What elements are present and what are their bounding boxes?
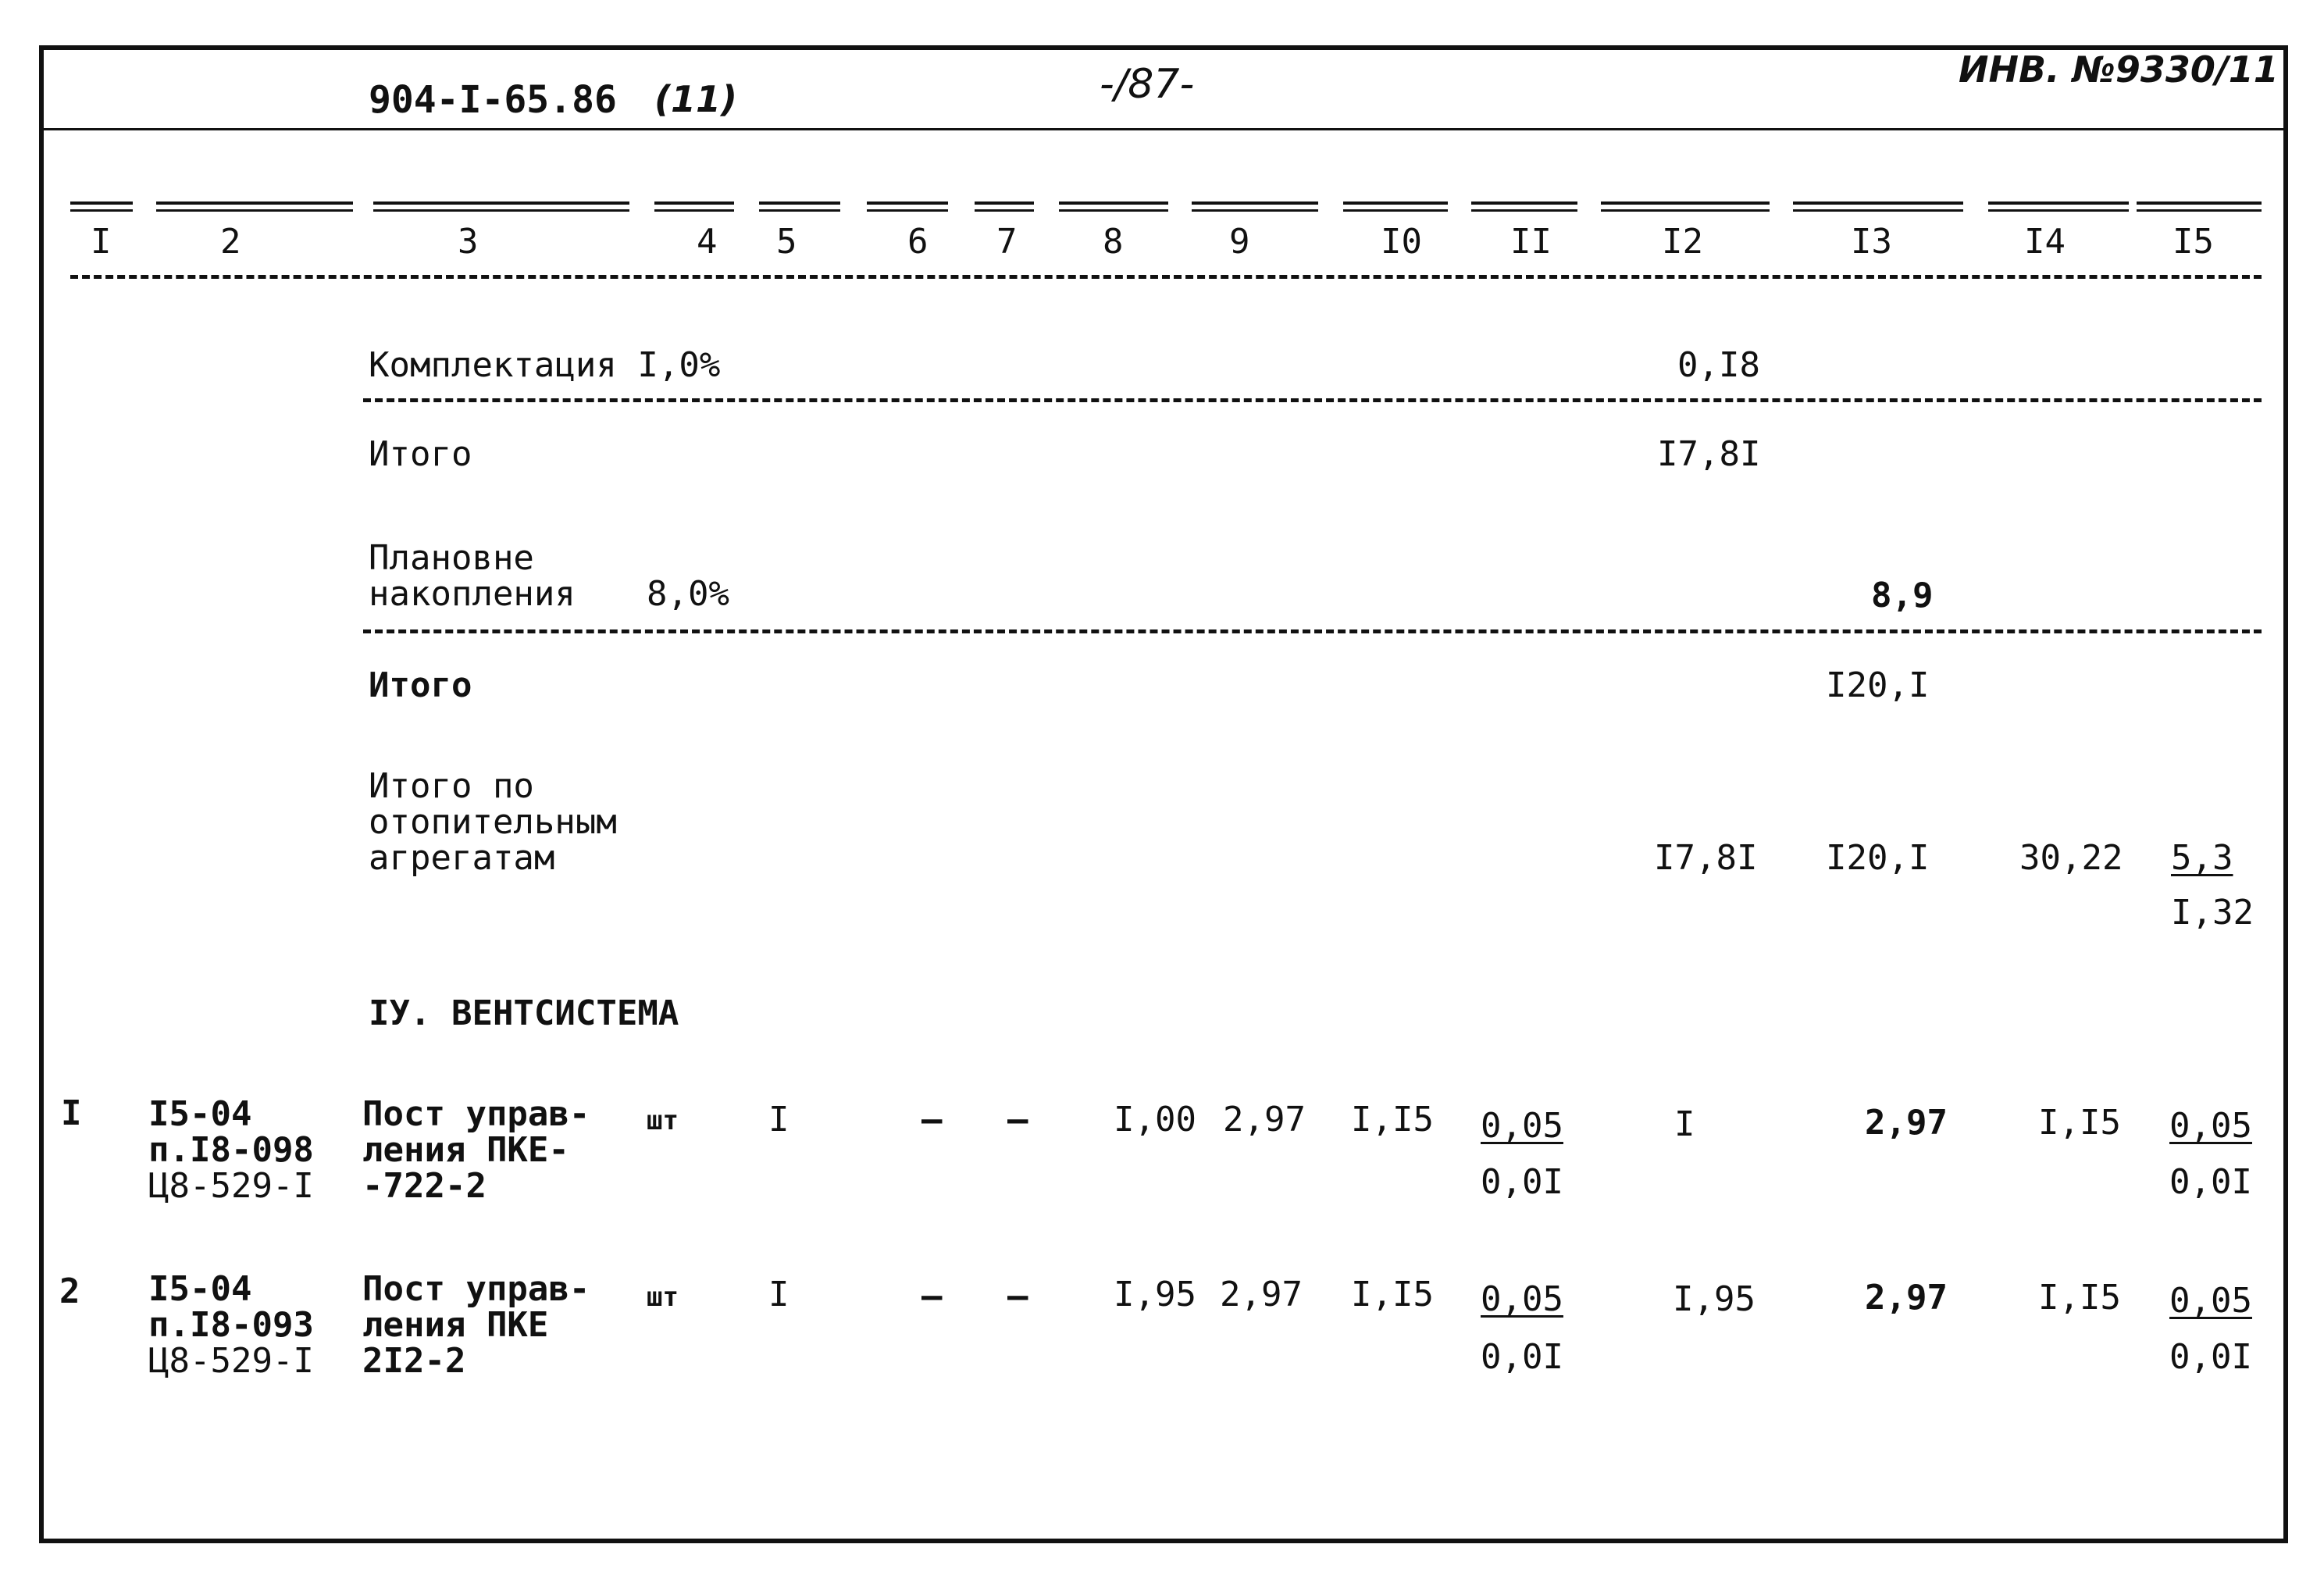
cell-c8: I,00 xyxy=(1114,1100,1196,1139)
column-header: I5 xyxy=(2173,222,2214,262)
column-header: 6 xyxy=(907,222,929,262)
item-name: Пост управ- xyxy=(362,1269,590,1309)
fraction-bottom: 0,0I xyxy=(2169,1162,2252,1202)
item-name: ления ПКЕ- xyxy=(362,1130,569,1170)
summary-value: I7,8I xyxy=(1657,434,1761,474)
summary-rule xyxy=(363,629,2262,633)
cell-c14: I,I5 xyxy=(2038,1278,2121,1318)
page-number: -/87- xyxy=(1100,61,1195,108)
cell-c5: I xyxy=(768,1275,790,1314)
row-number: I xyxy=(61,1093,82,1133)
cell-c9: 2,97 xyxy=(1223,1100,1306,1139)
cell-c8: I,95 xyxy=(1114,1275,1196,1314)
column-header: 9 xyxy=(1229,222,1250,262)
rate-code: I5-04 xyxy=(148,1269,252,1309)
item-name: ления ПКЕ xyxy=(362,1305,549,1345)
cell-c10: I,I5 xyxy=(1351,1100,1434,1139)
summary-value: 8,9 xyxy=(1871,576,1934,615)
row-number: 2 xyxy=(59,1271,80,1311)
summary-percent: 8,0% xyxy=(647,574,729,614)
column-header: 2 xyxy=(220,222,241,262)
cell-c5: I xyxy=(768,1100,790,1139)
cell-c14: I,I5 xyxy=(2038,1103,2121,1143)
summary-value: I7,8I xyxy=(1654,838,1758,878)
unit: шт xyxy=(647,1282,679,1313)
cell-c6: – xyxy=(921,1276,943,1316)
unit: шт xyxy=(647,1105,679,1136)
summary-label: Плановне xyxy=(369,538,534,578)
fraction-top: 0,05 xyxy=(1481,1279,1563,1319)
summary-label: Итого по xyxy=(369,766,534,806)
fraction-top: 0,05 xyxy=(2169,1281,2252,1321)
column-header: I2 xyxy=(1662,222,1703,262)
rate-code: I5-04 xyxy=(148,1094,252,1134)
summary-label: Итого xyxy=(369,434,472,474)
cell-c13: 2,97 xyxy=(1865,1103,1948,1143)
item-name: -722-2 xyxy=(362,1166,487,1206)
fraction-top: 0,05 xyxy=(2169,1106,2252,1146)
fraction-top: 0,05 xyxy=(1481,1106,1563,1146)
sheet-reference: (11) xyxy=(654,78,738,120)
column-header: I4 xyxy=(2024,222,2066,262)
summary-value: I20,I xyxy=(1826,665,1930,705)
cell-c7: – xyxy=(1007,1276,1028,1316)
cell-c13: 2,97 xyxy=(1865,1278,1948,1318)
document-code: 904-I-65.86 xyxy=(369,78,617,122)
column-header: I0 xyxy=(1381,222,1422,262)
header-bottom-rule xyxy=(70,275,2262,279)
summary-label: накопления xyxy=(369,574,576,614)
summary-value: 0,I8 xyxy=(1677,345,1760,385)
column-header: 7 xyxy=(996,222,1018,262)
rate-code: Ц8-529-I xyxy=(148,1166,314,1206)
cell-c12: I xyxy=(1674,1104,1695,1144)
column-header: 3 xyxy=(458,222,479,262)
header-divider xyxy=(39,128,2288,130)
cell-c10: I,I5 xyxy=(1351,1275,1434,1314)
cell-c6: – xyxy=(921,1100,943,1139)
fraction-bottom: 0,0I xyxy=(1481,1162,1563,1202)
rate-code: п.I8-093 xyxy=(148,1305,314,1345)
fraction-top: 5,3 xyxy=(2171,838,2233,878)
column-header: I3 xyxy=(1851,222,1892,262)
item-name: Пост управ- xyxy=(362,1094,590,1134)
cell-c9: 2,97 xyxy=(1220,1275,1303,1314)
fraction-bottom: 0,0I xyxy=(2169,1337,2252,1377)
summary-label: Итого xyxy=(369,665,472,705)
column-header: 4 xyxy=(697,222,718,262)
column-header: 8 xyxy=(1103,222,1124,262)
cell-c12: I,95 xyxy=(1673,1279,1755,1319)
column-header: II xyxy=(1510,222,1552,262)
section-title: IУ. ВЕНТСИСТЕМА xyxy=(369,993,679,1033)
column-header: 5 xyxy=(776,222,797,262)
summary-label: агрегатам xyxy=(369,838,555,878)
summary-label: Комплектация I,0% xyxy=(369,345,721,385)
summary-value: 30,22 xyxy=(2019,838,2123,878)
fraction-bottom: I,32 xyxy=(2171,893,2254,933)
cell-c7: – xyxy=(1007,1100,1028,1139)
summary-rule xyxy=(363,398,2262,402)
item-name: 2I2-2 xyxy=(362,1341,466,1381)
rate-code: Ц8-529-I xyxy=(148,1341,314,1381)
inventory-number: ИНВ. №9330/11 xyxy=(1959,48,2279,91)
rate-code: п.I8-098 xyxy=(148,1130,314,1170)
summary-label: отопительным xyxy=(369,802,617,842)
fraction-bottom: 0,0I xyxy=(1481,1337,1563,1377)
summary-value: I20,I xyxy=(1826,838,1930,878)
column-header: I xyxy=(91,222,112,262)
